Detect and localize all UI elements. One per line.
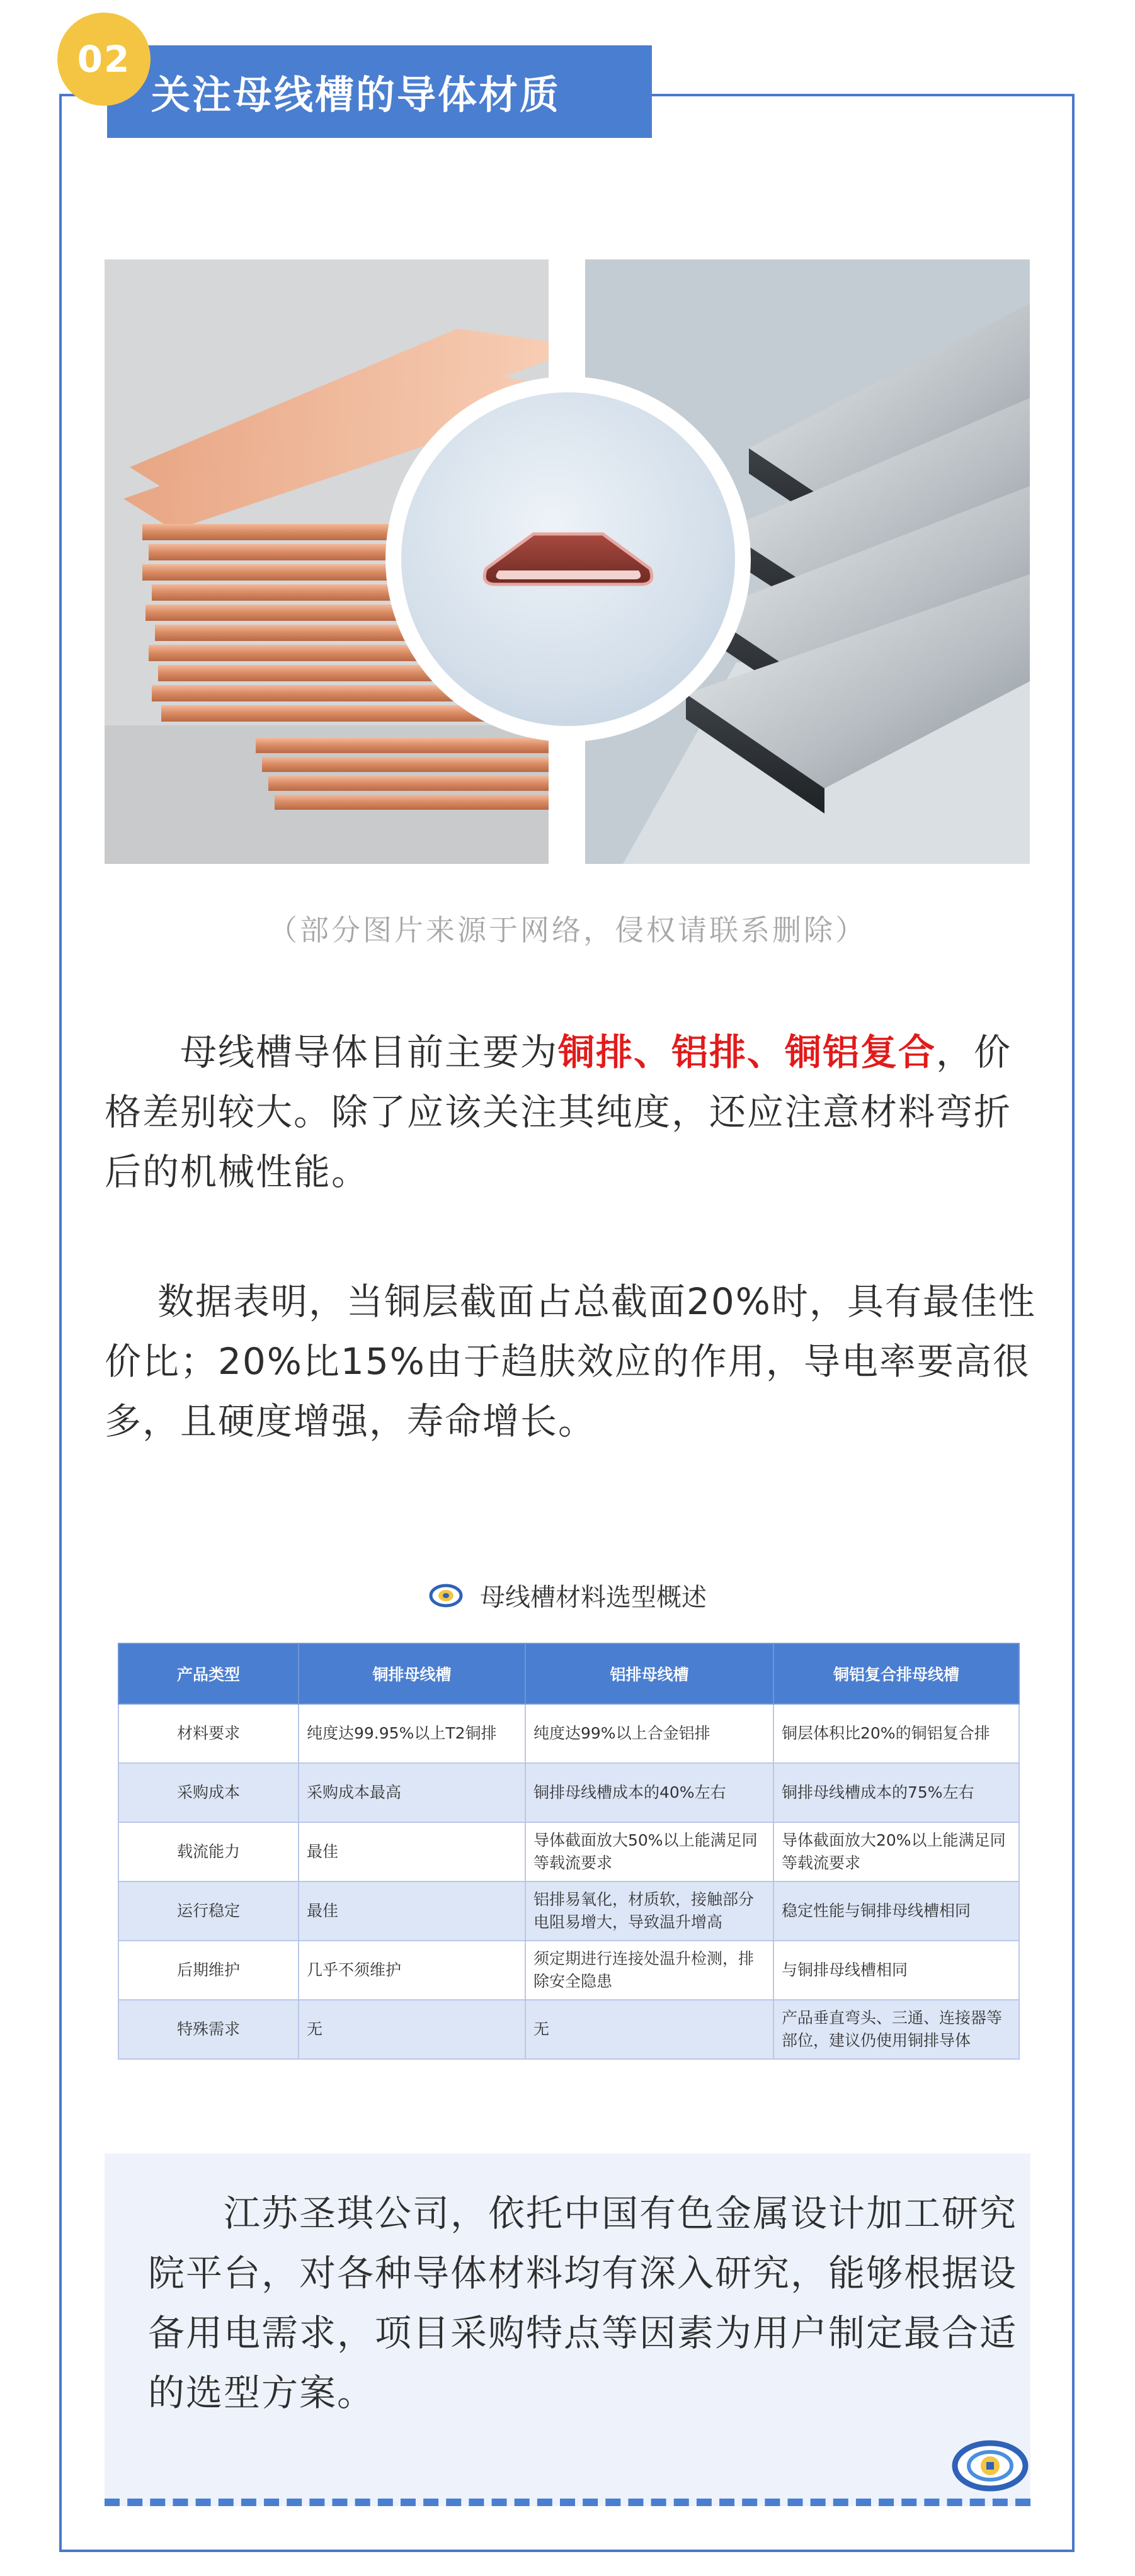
company-logo-icon [950,2436,1030,2496]
paragraph-data [105,1272,1037,1451]
table-cell: 材料要求 [118,1704,299,1763]
table-cell: 铝排易氧化，材质软，接触部分电阻易增大，导致温升增高 [525,1881,773,1941]
table-cell: 运行稳定 [118,1881,299,1941]
section-title: 关注母线槽的导体材质 [107,45,652,138]
table-cell: 纯度达99%以上合金铝排 [525,1704,773,1763]
company-logo-icon [428,1583,464,1608]
table-cell: 最佳 [299,1822,525,1881]
table-header: 产品类型 [118,1643,299,1704]
table-cell: 采购成本 [118,1763,299,1822]
highlight-materials: 铜排、铝排、铜铝复合 [558,1031,937,1074]
table-header-row [118,1643,1019,1704]
table-row [118,1822,1019,1881]
table-row [118,1704,1019,1763]
paragraph-materials-after: ，价格差别较大。除了应该关注其纯度，还应注意材料弯折后的机械性能。 [105,1031,1012,1193]
center-circle-frame [385,377,751,742]
dashed-divider [105,2499,1030,2506]
table-cell: 采购成本最高 [299,1763,525,1822]
table-cell: 纯度达99.95%以上T2铜排 [299,1704,525,1763]
table-row [118,1881,1019,1941]
image-caption: （部分图片来源于网络，侵权请联系删除） [268,913,867,947]
paragraph-materials [105,1023,1037,1202]
paragraph-materials-before: 母线槽导体目前主要为 [180,1031,559,1074]
section-number-badge: 02 [57,13,151,106]
table-cell: 几乎不须维护 [299,1941,525,2000]
company-note-text [148,2184,1017,2423]
company-note-body: 江苏圣琪公司，依托中国有色金属设计加工研究院平台，对各种导体材料均有深入研究，能够根据设备用电需求，项目采购特点等因素为用户制定最合适的选型方案。 [148,2192,1018,2414]
table-row [118,1941,1019,2000]
table-cell: 须定期进行连接处温升检测，排除安全隐患 [525,1941,773,2000]
table-title-text: 母线槽材料选型概述 [480,1583,707,1612]
table-cell: 后期维护 [118,1941,299,2000]
table-cell: 产品垂直弯头、三通、连接器等部位，建议仍使用铜排导体 [773,2000,1019,2059]
table-row [118,2000,1019,2059]
table-cell: 无 [525,2000,773,2059]
table-header: 铝排母线槽 [525,1643,773,1704]
table-cell: 铜排母线槽成本的40%左右 [525,1763,773,1822]
busbar-cross-section-icon [401,392,735,726]
material-selection-table [118,1643,1020,2060]
table-cell: 导体截面放大20%以上能满足同等载流要求 [773,1822,1019,1881]
table-title [0,1577,1135,1613]
table-cell: 无 [299,2000,525,2059]
table-header: 铜铝复合排母线槽 [773,1643,1019,1704]
table-cell: 铜排母线槽成本的75%左右 [773,1763,1019,1822]
table-cell: 与铜排母线槽相同 [773,1941,1019,2000]
table-cell: 导体截面放大50%以上能满足同等载流要求 [525,1822,773,1881]
table-cell: 稳定性能与铜排母线槽相同 [773,1881,1019,1941]
paragraph-data-text: 数据表明，当铜层截面占总截面20%时，具有最佳性价比；20%比15%由于趋肤效应的作用，导电率要高很多，且硬度增强，寿命增长。 [105,1280,1036,1443]
table-cell: 铜层体积比20%的铜铝复合排 [773,1704,1019,1763]
table-header: 铜排母线槽 [299,1643,525,1704]
table-cell: 载流能力 [118,1822,299,1881]
table-cell: 最佳 [299,1881,525,1941]
table-row [118,1763,1019,1822]
table-cell: 特殊需求 [118,2000,299,2059]
